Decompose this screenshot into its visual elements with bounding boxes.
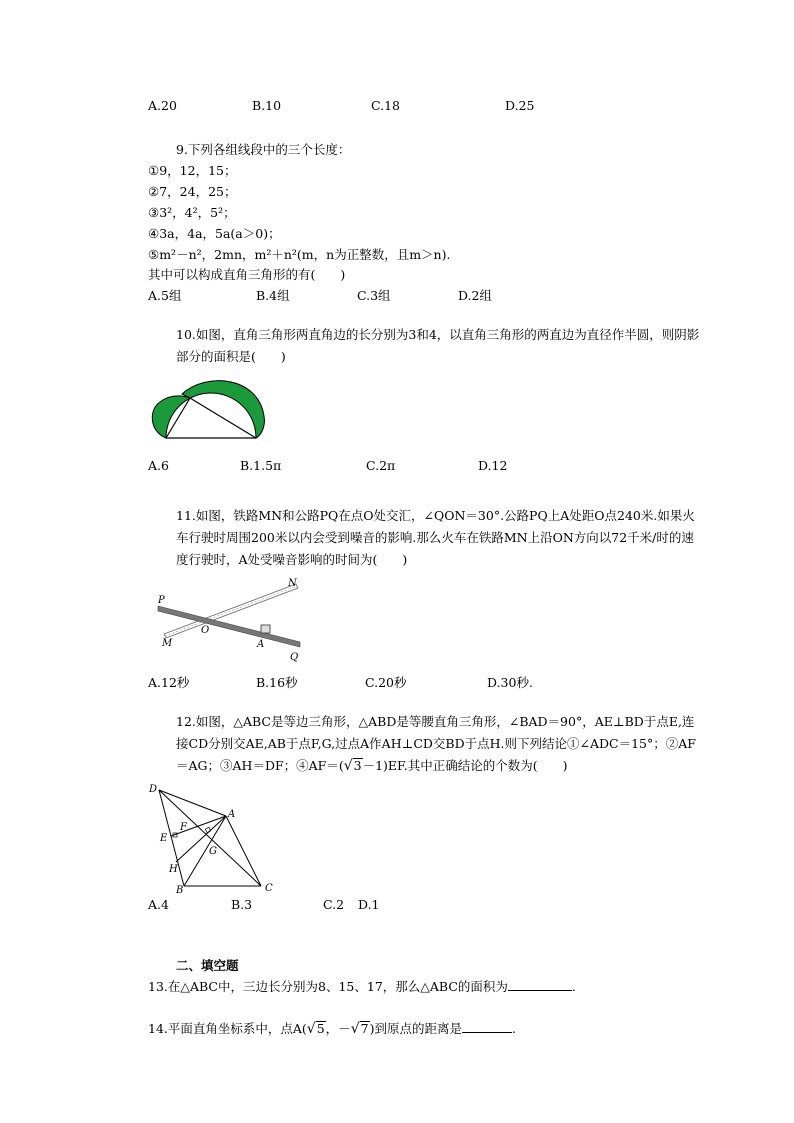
q9-ask: 其中可以构成直角三角形的有( )	[148, 267, 346, 282]
q12-label-D: D	[149, 784, 158, 795]
q10-option-c: C.2π	[366, 458, 396, 473]
q10-stem: 10.如图，直角三角形两直角边的长分别为3和4，以直角三角形的两直边为直径作半圆，则阴影部分的面积是( )	[176, 327, 700, 364]
q9-item-4: ④3a，4a，5a(a＞0)；	[148, 226, 281, 241]
q11-stem: 11.如图，铁路MN和公路PQ在点O处交汇，∠QON＝30°.公路PQ上A处距O点240米.如果火车行驶时周围200米以内会受到噪音的影响.那么火车在铁路MN上沿ON方向以72千米/时的速度行驶时，A处受噪音影响的时间为( )	[176, 508, 695, 567]
q11-label-O: O	[201, 625, 210, 636]
q11-option-c: C.20秒	[365, 675, 407, 690]
q8-option-b: B.10	[252, 98, 282, 113]
q11-house-A	[261, 625, 270, 633]
q12-label-G: G	[209, 846, 217, 857]
q12-label-F: F	[180, 822, 187, 833]
q9-option-c: C.3组	[357, 288, 391, 303]
q11-label-N: N	[288, 578, 297, 589]
q11-figure	[150, 576, 310, 662]
q12-figure	[146, 782, 282, 894]
q12-option-a: A.4	[148, 897, 169, 912]
q9-option-a: A.5组	[148, 288, 182, 303]
q9-item-1: ①9，12，15；	[148, 163, 237, 178]
q11-option-a: A.12秒	[148, 675, 190, 690]
q14-sqrt-7: 7	[360, 1021, 369, 1036]
q12-label-E: E	[160, 833, 168, 844]
q12-sqrt: 3	[353, 758, 362, 773]
q11-label-A: A	[257, 639, 265, 650]
q8-option-c: C.18	[371, 98, 400, 113]
q9-option-d: D.2组	[458, 288, 493, 303]
q11-label-P: P	[158, 595, 165, 606]
q10-figure	[146, 376, 266, 440]
q9-item-5: ⑤m²－n²，2mn，m²＋n²(m，n为正整数，且m＞n).	[148, 247, 451, 262]
q14-answer-blank[interactable]	[462, 1020, 512, 1033]
q12-label-A: A	[228, 809, 236, 820]
q12-label-H: H	[169, 864, 178, 875]
q11-option-b: B.16秒	[256, 675, 298, 690]
q10-option-d: D.12	[478, 458, 508, 473]
q11-label-Q: Q	[290, 652, 299, 663]
q8-option-d: D.25	[505, 98, 535, 113]
section-heading: 二、填空题	[176, 958, 239, 973]
q10-option-b: B.1.5π	[240, 458, 282, 473]
q9-option-b: B.4组	[256, 288, 290, 303]
q12-label-B: B	[176, 885, 184, 896]
question-13: 13.在△ABC中，三边长分别为8、15、17，那么△ABC的面积为 .	[148, 979, 576, 994]
q12-option-b: B.3	[231, 897, 253, 912]
q12-stem: 12.如图，△ABC是等边三角形，△ABD是等腰直角三角形，∠BAD＝90°，AE⊥BD于点E,连接CD分别交AE,AB于点F,G,过点A作AH⊥CD交BD于点H.则下列结论①∠ADC＝15°；②AF＝AG；③AH＝DF；④AF＝(√3－1)EF.其中正确结论的个数为( )	[176, 714, 696, 774]
q12-label-C: C	[265, 883, 273, 894]
q14-sqrt-5: 5	[316, 1021, 325, 1036]
q13-answer-blank[interactable]	[508, 978, 572, 991]
q9-stem: 9.下列各组线段中的三个长度：	[176, 142, 351, 157]
q8-option-a: A.20	[148, 98, 177, 113]
q11-label-M: M	[162, 638, 173, 649]
q10-option-a: A.6	[148, 458, 169, 473]
q11-railway-MN	[164, 584, 298, 638]
q12-option-c: C.2	[323, 897, 345, 912]
q12-option-d: D.1	[358, 897, 380, 912]
q9-item-3: ③3²，4²，5²；	[148, 205, 236, 220]
q11-option-d: D.30秒.	[487, 675, 533, 690]
q9-item-2: ②7，24，25；	[148, 184, 237, 199]
question-14: 14.平面直角坐标系中，点A(√5，－√7)到原点的距离是 .	[148, 1021, 516, 1037]
